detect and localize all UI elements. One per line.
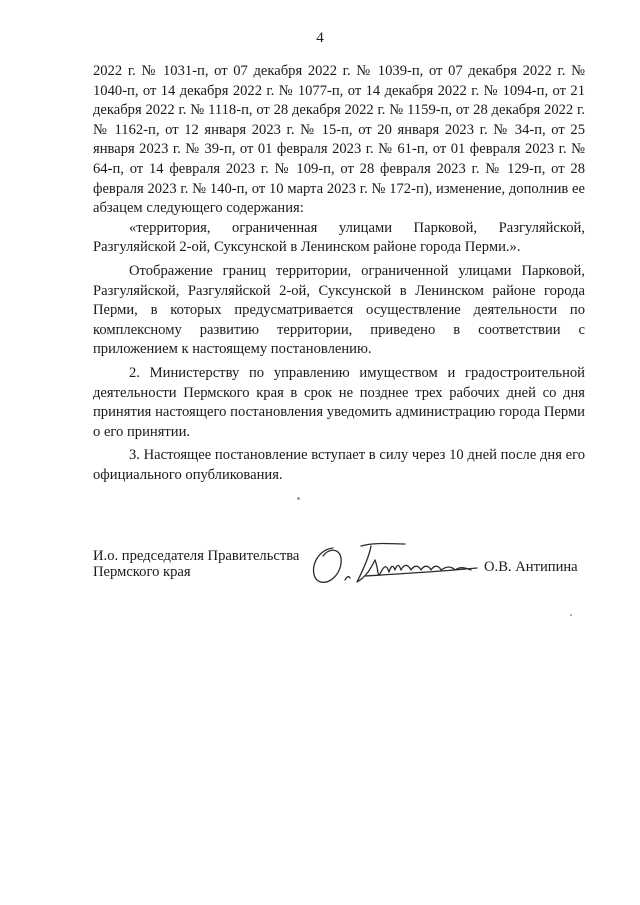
signatory-name: О.В. Антипина <box>484 559 578 575</box>
handwritten-signature <box>305 536 490 592</box>
page-number: 4 <box>316 30 324 46</box>
signatory-title-line-1: И.о. председателя Правительства <box>93 548 300 564</box>
paragraph-amendment-list: 2022 г. № 1031-п, от 07 декабря 2022 г. № 1039-п, от 07 декабря 2022 г. № 1040-п, от 14 декабря 2022 г. № 1077-п, от 14 декабря 2022 г. № 1094-п, от 21 декабря 2022 г. № 1118-п, от 28 декабря 2022 г. № 1159-п, от 28 декабря 2022 г. № 1162-п, от 12 января 2023 г. № 15-п, от 20 января 2023 г. № 34-п, от 25 января 2023 г. № 39-п, от 01 февраля 2023 г. № 61-п, от 01 февраля 2023 г. № 64-п, от 14 февраля 2023 г. № 109-п, от 28 февраля 2023 г. № 129-п, от 28 февраля 2023 г. № 140-п, от 10 марта 2023 г. № 172-п), изменение, дополнив ее абзацем следующего содержания: <box>93 63 585 217</box>
paragraph-boundaries: Отображение границ территории, ограниченной улицами Парковой, Разгуляйской, Разгуляйской 2-ой, Суксунской в Ленинском районе города Перми, в которых предусматривается осуществление деятельности по комплексному развитию территории, приведено в соответствии с приложением к настоящему постановлению. <box>93 262 585 358</box>
scan-speck <box>570 614 572 616</box>
paragraph-item-2: 2. Министерству по управлению имуществом и градостроительной деятельности Пермского края в срок не позднее трех рабочих дней со дня принятия настоящего постановления уведомить администрацию города Перми о его принятии. <box>93 364 585 440</box>
paragraph-item-3: 3. Настоящее постановление вступает в силу через 10 дней после дня его официального опубликования. <box>93 447 585 483</box>
paragraph-territory-quote: «территория, ограниченная улицами Парковой, Разгуляйской, Разгуляйской 2-ой, Суксунской в Ленинском районе города Перми.». <box>93 219 585 256</box>
document-body <box>93 62 585 485</box>
signatory-title <box>93 548 299 580</box>
signatory-title-line-2: Пермского края <box>93 564 191 580</box>
scan-speck <box>297 497 300 500</box>
